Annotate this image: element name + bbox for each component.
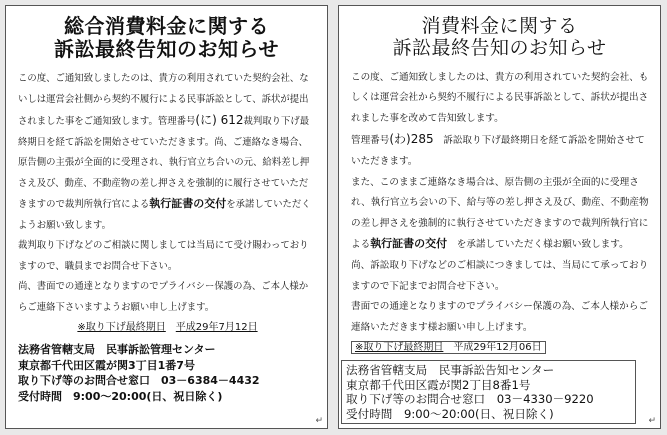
deadline-label: ※取り下げ最終期日 [77, 322, 166, 333]
notice-text-cont2: 裁判取り下げ最終期日を経て訴訟を開始させていただきます。尚、ご連絡なき場合、原告側の主張が全面的に受理され、執行官立ち合いの元、給料差し押さえ及び、動産、不動産物の差し押さえを強制的に履行させていただきますので裁判所執行官による [18, 116, 310, 210]
paragraph-consultation: 裁判取り下げなどのご相談に関しましては当局にて受け賜わっておりますので、職員までお問合せ下さい。 [18, 240, 309, 272]
enforcement-deed-emphasis: 執行証書の交付 [149, 197, 227, 210]
paragraph-privacy: 尚、書面での通達となりますのでプライバシー保護の為、ご本人様からご連絡下さいますようお願い申し上げます。 [18, 281, 309, 313]
management-number: (に) 612 [195, 113, 244, 127]
paragraph-notice [18, 69, 317, 236]
office-hours: 受付時間 9:00～20:00(日、祝日除く) [18, 389, 223, 403]
paragraph-management-number [351, 129, 650, 172]
paragraph-privacy: 書面での通達となりますのでプライバシー保護の為、ご本人様からご連絡いただきます様お願い申し上げます。 [351, 301, 648, 333]
management-number: (わ)285 [389, 132, 434, 147]
document-title [339, 16, 660, 60]
notice-document-right [338, 5, 661, 429]
title-line-2: 訴訟最終告知のお知らせ [392, 36, 607, 59]
return-mark: ↵ [648, 416, 656, 426]
contact-phone: 取り下げ等のお問合せ窓口 03－6384－4432 [18, 374, 260, 387]
office-hours: 受付時間 9:00～20:00(日、祝日除く) [346, 406, 554, 421]
title-line-1: 総合消費料金に関する [64, 14, 269, 38]
notice-text-end: を承諾していただくようお願い致します。 [18, 199, 311, 231]
deadline-label: ※取り下げ最終期日 [355, 342, 444, 354]
contact-block [341, 360, 636, 424]
document-body [6, 69, 327, 404]
deadline-line [18, 318, 317, 338]
paragraph-consultation: 尚、訴訟取り下げなどのご相談につきましては、当局にて承っておりますので下記までお問合せ下さい。 [351, 260, 649, 292]
management-number-label: 管理番号 [351, 135, 390, 147]
paragraph-notice: この度、ご通知致しましたのは、貴方の利用されていた契約会社、もしくは運営会社から契約不履行による民事訴訟として、訴状が提出されました事を改めて告知致します。 [351, 71, 649, 124]
contact-block [18, 342, 317, 404]
notice-document-left [5, 5, 328, 429]
enforcement-text-end: を承諾していただく様お願い致します。 [456, 239, 629, 251]
contact-phone: 取り下げ等のお問合せ窓口 03－4330－9220 [346, 392, 594, 407]
office-name: 法務省管轄支局 民事訴訟告知センター [346, 363, 555, 378]
document-title [6, 15, 327, 61]
deadline-date: 平成29年7月12日 [175, 322, 258, 333]
office-name: 法務省管轄支局 民事訴訟管理センター [18, 343, 216, 356]
return-mark: ↵ [315, 416, 323, 426]
document-body [339, 68, 660, 339]
deadline-date: 平成29年12月06日 [453, 342, 542, 354]
enforcement-text: また、このままご連絡なき場合は、原告側の主張が全面的に受理され、執行官立ち会いの下、給与等の差し押さえ及び、動産、不動産物の差し押さえを強制的に執行させていただきますので裁判所執行官による [351, 176, 649, 251]
enforcement-deed-emphasis: 執行証書の交付 [370, 237, 448, 251]
title-line-1: 消費料金に関する [421, 15, 578, 37]
office-address: 東京都千代田区霞が関2丁目8番1号 [346, 377, 531, 392]
title-line-2: 訴訟最終告知のお知らせ [54, 37, 279, 61]
paragraph-enforcement [351, 173, 650, 256]
notice-text: この度、ご通知致しましたのは、貴方の利用されていた契約会社、ないしは運営会社側から契約不履行による民事訴訟として、訴状が提出されました事をご通知致します。管理番 [18, 73, 309, 127]
deadline-line [339, 338, 660, 358]
office-address: 東京都千代田区霞が関3丁目1番7号 [18, 358, 195, 372]
lawsuit-start-text: 訴訟取り下げ最終期日を経て訴訟を開始させていただきます。 [351, 135, 645, 168]
notice-text-cont: 号 [186, 116, 196, 127]
